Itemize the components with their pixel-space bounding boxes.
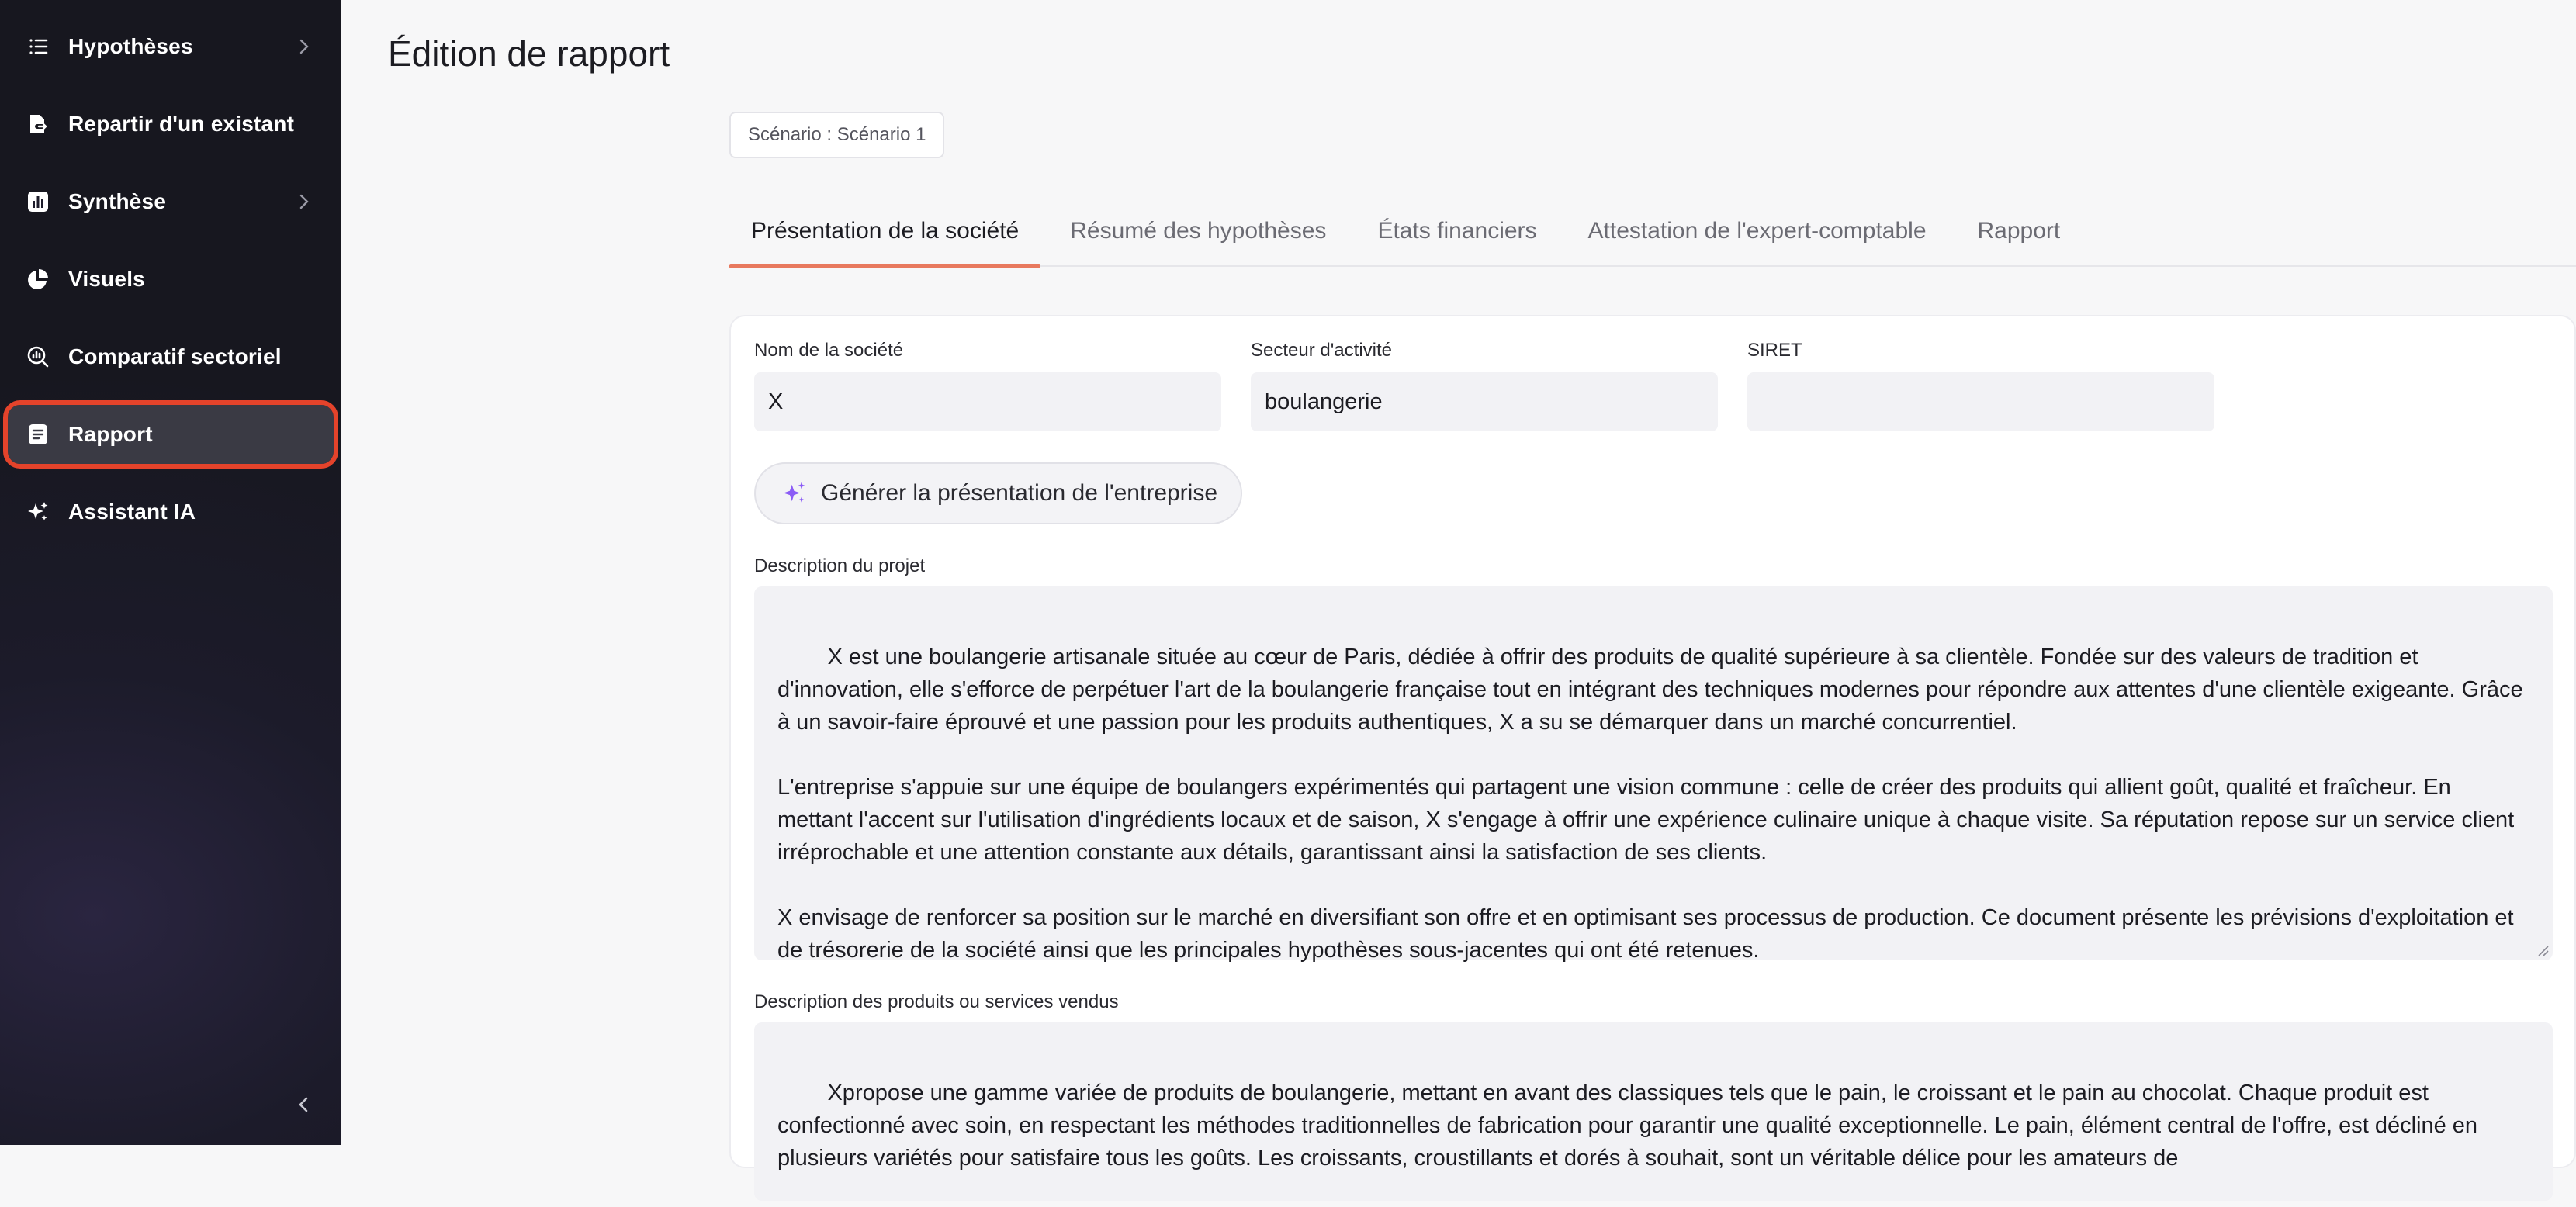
siret-label: SIRET (1747, 340, 1802, 361)
resize-handle-icon[interactable] (2536, 943, 2550, 957)
project-description-textarea[interactable] (754, 586, 2553, 963)
sparkles-icon (781, 479, 808, 507)
sidebar-item-label: Repartir d'un existant (68, 112, 295, 136)
sidebar-item-synthese[interactable] (8, 172, 334, 231)
analytics-search-icon (25, 344, 51, 370)
project-description-text: X est une boulangerie artisanale située au cœur de Paris, dédiée à offrir des produits de qualité supérieure à sa clientèle. Fondée sur des valeurs de tradition et d'innovation, elle s'efforce de perpétuer l'art de la boulangerie française tout en intégrant des techniques modernes pour répondre aux attentes d'une clientèle exigeante. Grâce à un savoir-faire éprouvé et une passion pour les produits authentiques, X a su se démarquer dans un marché concurrentiel. L'entreprise s'appuie sur une équipe de boulangers expérimentés qui partagent une vision commune : celle de créer des produits qui allient goût, qualité et fraîcheur. En mettant l'accent sur l'utilisation d'ingrédients locaux et de saison, X s'engage à offrir une expérience culinaire unique à chaque visite. Sa réputation repose sur un service client irréprochable et une attention constante aux détails, garantissant ainsi la satisfaction de ses clients. X envisage de renforcer sa position sur le marché en diversifiant son offre et en optimisant ses processus de production. Ce document présente les prévisions d'exploitation et de trésorerie de la société ainsi que les principales hypothèses sous-jacentes qui ont été retenues. (777, 645, 2523, 963)
sector-input[interactable] (1251, 372, 1718, 431)
products-description-label: Description des produits ou services vendus (754, 991, 1119, 1012)
sidebar-item-label: Assistant IA (68, 500, 196, 524)
sidebar-item-label: Hypothèses (68, 34, 193, 58)
report-icon (25, 421, 51, 448)
sparkles-icon (25, 499, 51, 525)
generate-presentation-label: Générer la présentation de l'entreprise (821, 480, 1218, 506)
generate-presentation-button[interactable] (754, 462, 1242, 524)
sidebar-item-label: Visuels (68, 267, 145, 291)
chevron-right-icon (293, 191, 315, 213)
tab-resume-hypotheses[interactable]: Résumé des hypothèses (1070, 218, 1327, 244)
products-description-text: Xpropose une gamme variée de produits de boulangerie, mettant en avant des classiques tels que le pain, le croissant et le pain au chocolat. Chaque produit est confectionné avec soin, en respectant les méthodes traditionnelles de fabrication pour garantir une qualité exceptionnelle. Le pain, élément central de l'offre, est décliné en plusieurs variétés pour satisfaire tous les goûts. Les croissants, croustillants et dorés à souhait, sont un véritable délice pour les amateurs de (777, 1081, 2484, 1171)
collapse-sidebar-button[interactable] (290, 1091, 318, 1119)
chevron-right-icon (293, 36, 315, 57)
sidebar-item-label: Synthèse (68, 189, 167, 213)
sidebar-item-repartir[interactable] (8, 95, 334, 154)
main-content (341, 0, 2523, 1171)
siret-input[interactable] (1747, 372, 2214, 431)
company-name-input[interactable] (754, 372, 1221, 431)
sector-label: Secteur d'activité (1251, 340, 1393, 361)
sidebar-item-assistant-ia[interactable] (8, 482, 334, 541)
sidebar-item-label: Comparatif sectoriel (68, 344, 282, 368)
sidebar-item-comparatif[interactable] (8, 327, 334, 386)
page-title: Édition de rapport (388, 33, 670, 74)
report-tabs (729, 195, 2576, 267)
file-export-icon (25, 111, 51, 137)
sidebar-item-hypotheses[interactable] (8, 17, 334, 76)
tab-etats-financiers[interactable]: États financiers (1377, 218, 1537, 244)
sidebar-item-label: Rapport (68, 422, 153, 446)
tab-rapport[interactable]: Rapport (1977, 218, 2061, 244)
tab-attestation-expert-comptable[interactable]: Attestation de l'expert-comptable (1587, 218, 1927, 244)
list-icon (25, 33, 51, 60)
chevron-left-icon (293, 1094, 315, 1115)
tab-presentation-societe[interactable]: Présentation de la société (729, 195, 1040, 267)
sidebar-item-visuels[interactable] (8, 250, 334, 309)
pie-chart-icon (25, 266, 51, 292)
scenario-badge: Scénario : Scénario 1 (729, 112, 944, 158)
products-description-textarea[interactable] (754, 1022, 2553, 1201)
bar-chart-icon (25, 188, 51, 215)
company-presentation-form (729, 315, 2576, 1171)
project-description-label: Description du projet (754, 555, 926, 576)
company-name-label: Nom de la société (754, 340, 904, 361)
sidebar (0, 0, 341, 1145)
sidebar-item-rapport[interactable] (8, 405, 334, 464)
